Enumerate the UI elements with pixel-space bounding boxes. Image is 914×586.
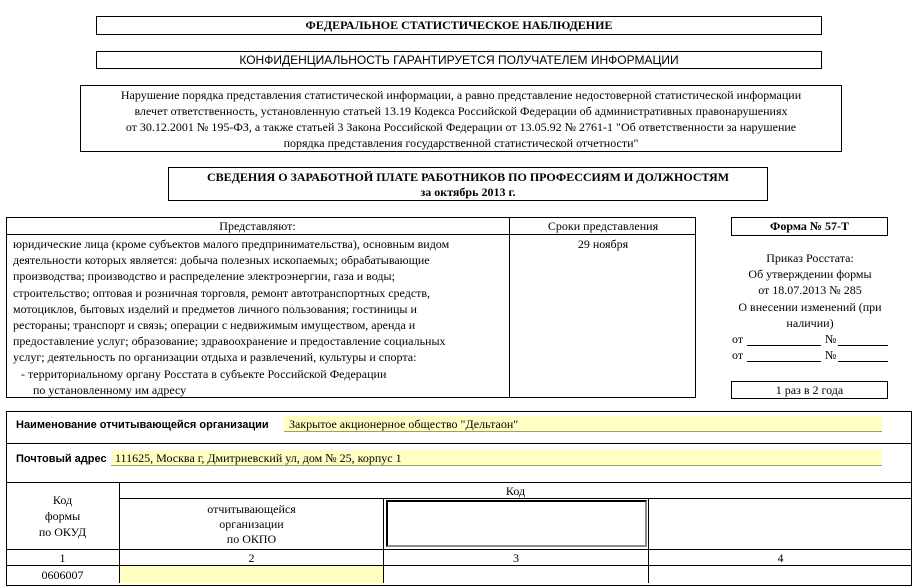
submitters-line: услуг; деятельность по организации отдыха и развлечений, культуры и спорта: [13,350,417,365]
col-header-submitters: Представляют: [219,219,296,233]
col-number-2: 2 [248,551,255,565]
okpo-header [120,502,383,547]
okpo-value-field[interactable] [120,566,383,583]
amend-number-label-2: № [825,348,837,362]
address-field[interactable]: 111625, Москва г, Дмитриевский ул, дом № 25, корпус 1 [111,450,882,466]
frequency-box: 1 раз в 2 года [731,381,888,399]
submitters-line: производства; производство и распределение электроэнергии, газа и воды; [13,269,395,284]
submitters-line: строительство; оптовая и розничная торговля, ремонт автотранспортных средств, [13,285,431,300]
col-number-4: 4 [777,551,784,565]
okud-value: 0606007 [41,568,84,582]
code-input-cell[interactable] [386,500,647,547]
report-period: за октябрь 2013 г. [420,185,516,199]
form-header-title: ФЕДЕРАЛЬНОЕ СТАТИСТИЧЕСКОЕ НАБЛЮДЕНИЕ [96,16,822,35]
okud-header-line: по ОКУД [38,525,87,539]
notice-line: Нарушение порядка представления статистической информации, а равно представление недостоверной статистической информации [120,88,802,102]
legal-notice [80,85,842,152]
amend-number-label: № [825,332,837,346]
okud-header-line: формы [44,509,81,523]
recipient-line: - территориальному органу Росстата в субъекте Российской Федерации [21,366,387,381]
order-info [725,250,895,331]
order-line: Об утверждении формы [748,267,872,282]
code-header: Код [505,484,526,498]
submitters-line: предоставление услуг; образование; здравоохранение и предоставление социальных [13,334,446,349]
address-label: Почтовый адрес [16,453,107,465]
okud-header [6,492,119,540]
report-title: СВЕДЕНИЯ О ЗАРАБОТНОЙ ПЛАТЕ РАБОТНИКОВ ПО ПРОФЕССИЯМ И ДОЛЖНОСТЯМ [206,170,730,184]
org-name-label: Наименование отчитывающейся организации [16,419,269,431]
recipient-address-line: по установленному им адресу [33,382,187,397]
report-title-box [168,167,768,201]
notice-line: порядка представления государственной статистической отчетности" [283,136,639,150]
okud-header-line: Код [52,493,73,507]
col-header-deadline: Сроки представления [547,219,659,233]
deadline-value: 29 ноября [577,237,629,251]
okpo-header-line: по ОКПО [226,532,277,546]
notice-line: от 30.12.2001 № 195-ФЗ, а также статьей 3 Закона Российской Федерации от 13.05.92 № 2761-1 "Об ответственности за нарушение [125,120,797,134]
order-line: О внесении изменений (при [738,299,882,314]
order-line: Приказ Росстата: [766,251,854,265]
confidentiality-banner: КОНФИДЕНЦИАЛЬНОСТЬ ГАРАНТИРУЕТСЯ ПОЛУЧАТЕЛЕМ ИНФОРМАЦИИ [96,51,822,69]
col-number-1: 1 [59,551,66,565]
okpo-header-line: организации [219,517,284,531]
amend-from-label-2: от [732,348,744,362]
submitters-text [13,236,508,398]
submitters-line: рестораны; транспорт и связь; операции с недвижимым имуществом, аренда и [13,318,416,333]
form-number: Форма № 57-Т [731,217,888,236]
col-number-3: 3 [513,551,519,565]
okpo-header-line: отчитывающейся [207,502,296,516]
org-name-field[interactable]: Закрытое акционерное общество "Дельтаон" [284,416,882,432]
order-line: наличии) [786,315,834,330]
submitters-line: деятельности которых является: добыча полезных ископаемых; обрабатывающие [13,253,430,268]
submitters-line: мотоциклов, бытовых изделий и предметов личного пользования; гостиницы и [13,301,417,316]
amend-from-label: от [732,332,744,346]
submitters-line: юридические лица (кроме субъектов малого предпринимательства), основным видом [13,237,450,251]
notice-line: влечет ответственность, установленную статьей 13.19 Кодекса Российской Федерации об административных правонарушениях [134,104,788,118]
order-line: от 18.07.2013 № 285 [758,283,862,298]
